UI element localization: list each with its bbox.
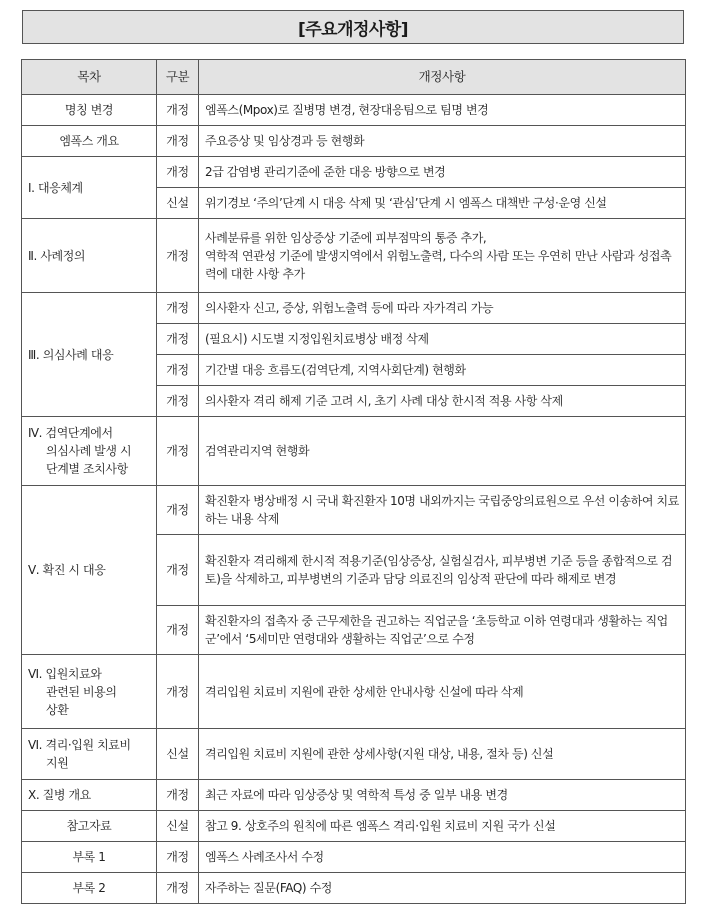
type-cell: 개정 bbox=[157, 780, 199, 811]
content-cell: 위기경보 ‘주의’단계 시 대응 삭제 및 ‘관심’단계 시 엠폭스 대책반 구성·운영 신설 bbox=[199, 188, 686, 219]
table-row bbox=[22, 219, 686, 293]
content-cell: 엠폭스 사례조사서 수정 bbox=[199, 842, 686, 873]
type-cell: 개정 bbox=[157, 219, 199, 293]
type-cell: 개정 bbox=[157, 95, 199, 126]
type-cell: 개정 bbox=[157, 355, 199, 386]
content-line: 역학적 연관성 기준에 발생지역에서 위험노출력, 다수의 사람 또는 우연히 만난 사람과 성접촉력에 대한 사항 추가 bbox=[205, 248, 672, 281]
table-row bbox=[22, 486, 686, 535]
table-row bbox=[22, 95, 686, 126]
type-cell: 신설 bbox=[157, 188, 199, 219]
section-cell: Ⅰ. 대응체계 bbox=[22, 157, 157, 219]
section-cell bbox=[22, 417, 157, 486]
type-cell: 개정 bbox=[157, 324, 199, 355]
table-row bbox=[22, 417, 686, 486]
content-cell: 주요증상 및 임상경과 등 현행화 bbox=[199, 126, 686, 157]
content-cell: 확진환자 격리해제 한시적 적용기준(임상증상, 실험실검사, 피부병변 기준 등을 종합적으로 검토)을 삭제하고, 피부병변의 기준과 담당 의료진의 임상적 판단에 따라 해제로 변경 bbox=[199, 535, 686, 606]
section-cell: Ⅹ. 질병 개요 bbox=[22, 780, 157, 811]
type-cell: 신설 bbox=[157, 729, 199, 780]
section-line: 지원 bbox=[46, 756, 69, 770]
table-row bbox=[22, 293, 686, 324]
section-cell: 엠폭스 개요 bbox=[22, 126, 157, 157]
section-line: Ⅳ. 검역단계에서 bbox=[28, 426, 113, 440]
section-cell: Ⅴ. 확진 시 대응 bbox=[22, 486, 157, 655]
header-type: 구분 bbox=[157, 60, 199, 95]
content-cell: (필요시) 시도별 지정입원치료병상 배정 삭제 bbox=[199, 324, 686, 355]
content-cell: 참고 9. 상호주의 원칙에 따른 엠폭스 격리·입원 치료비 지원 국가 신설 bbox=[199, 811, 686, 842]
section-line: 단계별 조치사항 bbox=[46, 462, 128, 476]
section-line: Ⅵ. 입원치료와 bbox=[28, 666, 102, 681]
section-cell: 부록 1 bbox=[22, 842, 157, 873]
content-cell: 의사환자 신고, 증상, 위험노출력 등에 따라 자가격리 가능 bbox=[199, 293, 686, 324]
table-row bbox=[22, 126, 686, 157]
table-row bbox=[22, 655, 686, 729]
table-row bbox=[22, 842, 686, 873]
section-cell: 부록 2 bbox=[22, 873, 157, 904]
section-line: Ⅵ. 격리·입원 치료비 bbox=[28, 738, 131, 752]
table-row bbox=[22, 729, 686, 780]
type-cell: 개정 bbox=[157, 606, 199, 655]
page-title: [주요개정사항] bbox=[22, 10, 684, 44]
section-cell: 참고자료 bbox=[22, 811, 157, 842]
type-cell: 개정 bbox=[157, 293, 199, 324]
section-line: 관련된 비용의 bbox=[46, 684, 117, 699]
content-cell: 확진환자 병상배정 시 국내 확진환자 10명 내외까지는 국립중앙의료원으로 우선 이송하여 치료하는 내용 삭제 bbox=[199, 486, 686, 535]
type-cell: 개정 bbox=[157, 873, 199, 904]
section-line: 의심사례 발생 시 bbox=[46, 444, 132, 458]
content-cell: 확진환자의 접촉자 중 근무제한을 권고하는 직업군을 ‘초등학교 이하 연령대과 생활하는 직업군’에서 ‘5세미만 연령대와 생활하는 직업군’으로 수정 bbox=[199, 606, 686, 655]
content-cell: 기간별 대응 흐름도(검역단계, 지역사회단계) 현행화 bbox=[199, 355, 686, 386]
type-cell: 개정 bbox=[157, 157, 199, 188]
content-cell: 격리입원 치료비 지원에 관한 상세사항(지원 대상, 내용, 절차 등) 신설 bbox=[199, 729, 686, 780]
content-cell: 격리입원 치료비 지원에 관한 상세한 안내사항 신설에 따라 삭제 bbox=[199, 655, 686, 729]
content-line: 사례분류를 위한 임상증상 기준에 피부점막의 통증 추가, bbox=[205, 230, 487, 245]
type-cell: 개정 bbox=[157, 417, 199, 486]
type-cell: 개정 bbox=[157, 842, 199, 873]
revision-table bbox=[21, 59, 686, 904]
section-cell bbox=[22, 729, 157, 780]
type-cell: 신설 bbox=[157, 811, 199, 842]
section-cell: Ⅲ. 의심사례 대응 bbox=[22, 293, 157, 417]
content-cell: 엠폭스(Mpox)로 질병명 변경, 현장대응팀으로 팀명 변경 bbox=[199, 95, 686, 126]
type-cell: 개정 bbox=[157, 535, 199, 606]
table-header-row bbox=[22, 60, 686, 95]
type-cell: 개정 bbox=[157, 386, 199, 417]
type-cell: 개정 bbox=[157, 126, 199, 157]
content-cell: 의사환자 격리 해제 기준 고려 시, 초기 사례 대상 한시적 적용 사항 삭제 bbox=[199, 386, 686, 417]
table-row bbox=[22, 811, 686, 842]
content-cell: 2급 감염병 관리기준에 준한 대응 방향으로 변경 bbox=[199, 157, 686, 188]
type-cell: 개정 bbox=[157, 486, 199, 535]
content-cell: 검역관리지역 현행화 bbox=[199, 417, 686, 486]
table-row bbox=[22, 157, 686, 188]
content-cell: 자주하는 질문(FAQ) 수정 bbox=[199, 873, 686, 904]
type-cell: 개정 bbox=[157, 655, 199, 729]
section-cell bbox=[22, 655, 157, 729]
header-section: 목차 bbox=[22, 60, 157, 95]
content-cell: 최근 자료에 따라 임상증상 및 역학적 특성 중 일부 내용 변경 bbox=[199, 780, 686, 811]
table-row bbox=[22, 780, 686, 811]
section-line: 상환 bbox=[46, 702, 69, 717]
section-cell: Ⅱ. 사례정의 bbox=[22, 219, 157, 293]
header-content: 개정사항 bbox=[199, 60, 686, 95]
table-row bbox=[22, 873, 686, 904]
content-cell bbox=[199, 219, 686, 293]
section-cell: 명칭 변경 bbox=[22, 95, 157, 126]
